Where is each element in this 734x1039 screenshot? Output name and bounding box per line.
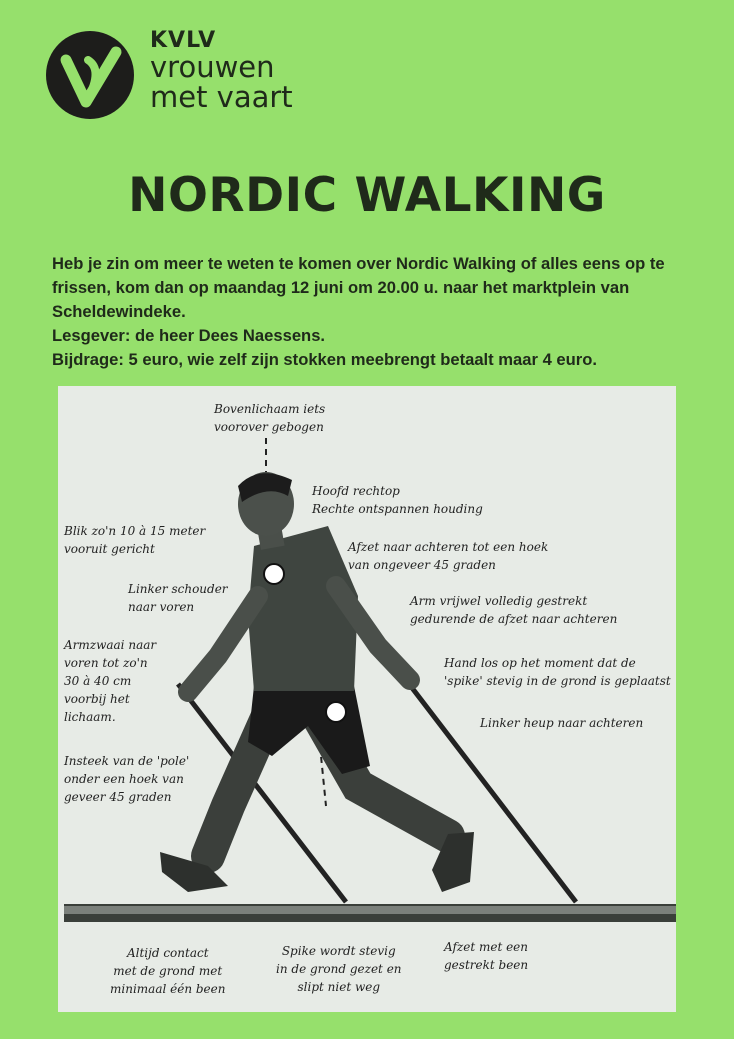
label-arm: Arm vrijwel volledig gestrekt gedurende de afzet naar achteren bbox=[410, 594, 618, 626]
label-contact: Altijd contact met de grond met minimaal één been bbox=[110, 946, 226, 996]
intro-paragraph: Heb je zin om meer te weten te komen over Nordic Walking of alles eens op te frissen, kom dan op maandag 12 juni om 20.00 u. naar het marktplein van Scheldewindeke. bbox=[52, 254, 665, 321]
label-hand: Hand los op het moment dat de 'spike' stevig in de grond is geplaatst bbox=[444, 656, 671, 688]
label-shoulder: Linker schouder naar voren bbox=[128, 582, 228, 614]
label-leg: Afzet met een gestrekt been bbox=[444, 940, 529, 972]
brand-line-met-vaart: met vaart bbox=[150, 80, 293, 114]
brand-line-vrouwen: vrouwen bbox=[150, 50, 275, 84]
label-gaze: Blik zo'n 10 à 15 meter vooruit gericht bbox=[64, 524, 206, 556]
label-armswing: Armzwaai naar voren tot zo'n 30 à 40 cm voorbij het lichaam. bbox=[64, 638, 157, 724]
intro-instructor: Lesgever: de heer Dees Naessens. bbox=[52, 326, 326, 345]
label-push: Afzet naar achteren tot een hoek van ongeveer 45 graden bbox=[348, 540, 549, 572]
label-upper-body: Bovenlichaam iets voorover gebogen bbox=[214, 402, 326, 434]
walker-illustration bbox=[58, 386, 676, 1012]
label-hip: Linker heup naar achteren bbox=[480, 716, 644, 730]
kvlv-logo-icon bbox=[44, 30, 138, 120]
page-title: NORDIC WALKING bbox=[128, 168, 606, 223]
label-pole: Insteek van de 'pole' onder een hoek van geveer 45 graden bbox=[64, 754, 190, 804]
intro-text bbox=[52, 252, 692, 372]
label-head: Hoofd rechtop Rechte ontspannen houding bbox=[312, 484, 483, 516]
label-spike: Spike wordt stevig in de grond gezet en slipt niet weg bbox=[276, 944, 402, 994]
intro-fee: Bijdrage: 5 euro, wie zelf zijn stokken meebrengt betaalt maar 4 euro. bbox=[52, 350, 597, 369]
brand-kvlv: KVLV bbox=[150, 28, 217, 53]
brand-wordmark bbox=[150, 30, 293, 112]
